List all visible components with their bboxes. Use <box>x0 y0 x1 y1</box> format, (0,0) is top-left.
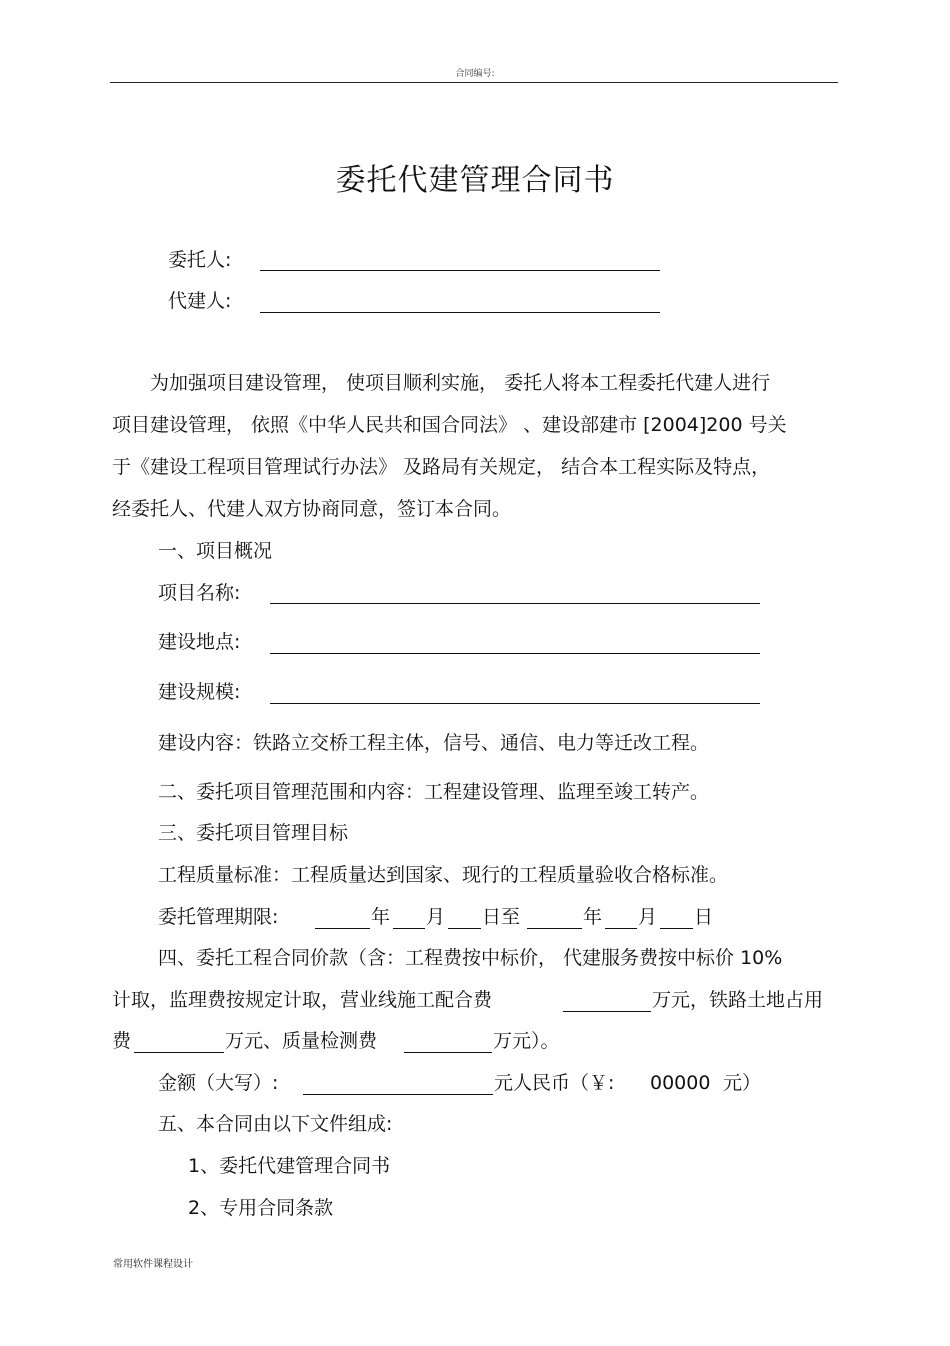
start-year-blank <box>315 910 370 929</box>
section4-line-3-end: 万元）。 <box>493 1030 560 1052</box>
principal-label: 委托人: <box>168 249 232 271</box>
agent-blank-line <box>260 294 660 313</box>
amount-end: 元） <box>723 1072 762 1094</box>
section4-line-2: 计取，监理费按规定计取，营业线施工配合费 <box>112 989 493 1011</box>
section3-heading: 三、委托项目管理目标 <box>158 822 349 844</box>
start-year-unit: 年 <box>371 906 391 928</box>
end-month-blank <box>605 910 637 929</box>
section1-heading: 一、项目概况 <box>158 540 273 562</box>
project-name-blank-line <box>270 585 760 604</box>
scale-blank-line <box>270 685 760 704</box>
section4-line-3-start: 费 <box>112 1030 132 1052</box>
end-month-unit: 月 <box>638 906 658 928</box>
document-list-item: 1、委托代建管理合同书 <box>188 1155 391 1177</box>
inspection-fee-blank <box>404 1034 492 1053</box>
contract-number-label: 合同编号: <box>455 69 495 79</box>
start-day-to: 日至 <box>482 906 521 928</box>
start-month-blank <box>393 910 425 929</box>
end-day-blank <box>660 910 693 929</box>
end-day-unit: 日 <box>694 906 714 928</box>
section2-text: 二、委托项目管理范围和内容：工程建设管理、监理至竣工转产。 <box>158 781 710 803</box>
amount-unit: 元人民币（￥: <box>494 1072 615 1094</box>
location-label: 建设地点: <box>158 631 241 653</box>
section4-line-1: 四、委托工程合同价款（含：工程费按中标价， 代建服务费按中标价 10% <box>158 947 783 969</box>
section5-heading: 五、本合同由以下文件组成: <box>158 1113 393 1135</box>
amount-words-blank <box>303 1076 493 1095</box>
document-title: 委托代建管理合同书 <box>335 163 615 198</box>
scale-label: 建设规模: <box>158 681 241 703</box>
section4-line-2-end: 万元，铁路土地占用 <box>652 989 824 1011</box>
amount-label: 金额（大写）: <box>158 1072 279 1094</box>
intro-line-1: 为加强项目建设管理， 使项目顺利实施， 委托人将本工程委托代建人进行 <box>150 372 771 394</box>
start-day-blank <box>448 910 481 929</box>
end-year-unit: 年 <box>583 906 603 928</box>
intro-line-4: 经委托人、代建人双方协商同意，签订本合同。 <box>112 498 512 520</box>
amount-value: 00000 <box>650 1072 711 1094</box>
land-fee-blank <box>134 1034 224 1053</box>
location-blank-line <box>270 635 760 654</box>
construction-content: 建设内容：铁路立交桥工程主体，信号、通信、电力等迁改工程。 <box>158 732 710 754</box>
period-label: 委托管理期限: <box>158 906 279 928</box>
section4-line-3-mid: 万元、质量检测费 <box>225 1030 378 1052</box>
intro-line-3: 于《建设工程项目管理试行办法》 及路局有关规定， 结合本工程实际及特点， <box>112 456 771 478</box>
footer-label: 常用软件课程设计 <box>113 1259 193 1270</box>
agent-label: 代建人: <box>168 290 232 312</box>
header-rule <box>110 82 838 83</box>
quality-standard: 工程质量标准：工程质量达到国家、现行的工程质量验收合格标准。 <box>158 864 729 886</box>
start-month-unit: 月 <box>426 906 446 928</box>
document-list-item: 2、专用合同条款 <box>188 1197 334 1219</box>
end-year-blank <box>527 910 582 929</box>
project-name-label: 项目名称: <box>158 582 241 604</box>
principal-blank-line <box>260 252 660 271</box>
intro-line-2: 项目建设管理， 依照《中华人民共和国合同法》 、建设部建市 [2004]200 号关 <box>112 414 787 436</box>
coordination-fee-blank <box>563 993 651 1012</box>
